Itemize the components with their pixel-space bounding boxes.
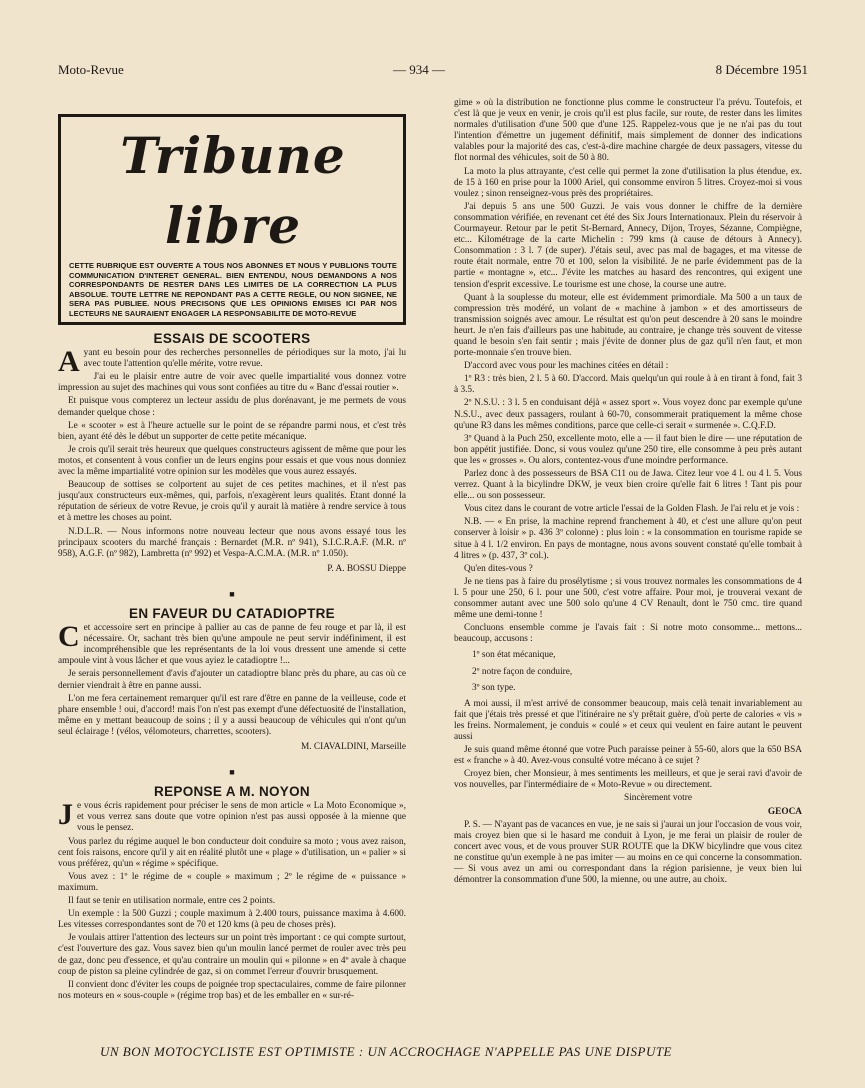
letter-paragraph: N.B. — « En prise, la machine reprend franchement à 40, et c'est une allure qu'on peut conserver à loisir » p. 436 3º colonne) : plus loin : « la consommation en tourisme rapide se situe à 4 l. 1/2 environ. En pays de montagne, nous avons souvent constaté qu'elle tombait à 4 litres » (p. 437, 3º col.). [454,517,802,561]
noyon-paragraph: Il convient donc d'éviter les coups de poignée trop spectaculaires, comme de faire pilonner nos moteurs en « sous-couple » (régime trop bas) et de les emballer en « sur-ré- [58,979,406,1001]
catadioptre-paragraph: L'on me fera certainement remarquer qu'il est rare d'être en panne de la veilleuse, code et phare ensemble ! oui, d'accord! mais l'on n'est pas exempt d'une défectuosité de l'installation, même en y mettant beaucoup de soins ; il y a aussi beaucoup de véhicules qui n'ont qu'un seul éclairage ! (vélos, vélomoteurs, charrettes, scooters). [58,693,406,737]
letter-paragraph: Concluons ensemble comme je l'avais fait : Si notre moto consomme... mettons... beaucoup, accusons : [454,623,802,645]
issue-date: 8 Décembre 1951 [715,62,808,77]
tribune-notice: CETTE RUBRIQUE EST OUVERTE A TOUS NOS ABONNES ET NOUS Y PUBLIONS TOUTE COMMUNICATION D'INTERET GENERAL. BIEN ENTENDU, NOUS DEMANDONS A NOS CORRESPONDANTS DE RESTER DANS LES LIMITES DE LA CORRECTION LA PLUS ABSOLUE. TOUTE LETTRE NE REPONDANT PAS A CETTE REGLE, OU NON SIGNEE, NE SERA PAS PUBLIEE. NOUS PRECISONS QUE LES OPINIONS EMISES ICI PAR NOS LECTEURS NE SAURAIENT ENGAGER LA RESPONSABILITE DE MOTO-REVUE [69,261,397,318]
page-footer-motto: UN BON MOTOCYCLISTE EST OPTIMISTE : UN ACCROCHAGE N'APPELLE PAS UNE DISPUTE [100,1044,672,1059]
essais-paragraph: Ayant eu besoin pour des recherches personnelles de périodiques sur la moto, j'ai lu avec toute l'attention qu'elle mérite, votre revue. [58,345,406,379]
essais-signature: P. A. BOSSU Dieppe [327,563,406,574]
noyon-paragraph: Il faut se tenir en utilisation normale, entre ces 2 points. [68,896,276,907]
essais-paragraph: Le « scooter » est à l'heure actuelle sur le point de se répandre parmi nous, et c'est très bien, ayant été dès le début un supporter de cette petite mécanique. [58,420,406,442]
letter-postscript: P. S. — N'ayant pas de vacances en vue, je ne sais si j'aurai un jour l'occasion de vous voir, mais croyez bien que si le hasard me conduit à Lyon, je me ferai un plaisir de rouler de concert avec vous, et de vous prouver SUR ROUTE que la DKW bicylindre que vous citez ne constitue qu'un exemple à ne pas imiter — au moins en ce qui concerne la consommation. — Si vous avez un ami ou correspondant dans la région parisienne, je veux bien lui démontrer la consommation d'une 500, la mienne, ou une autre, au choix. [454,819,802,886]
essais-paragraph: Je crois qu'il serait très heureux que quelques constructeurs agissent de même que pour les motos, et consentent à vous confier un de leurs engins pour essais et que vous nous donniez avec la même impartialité votre opinion sur les modèles que vous aurez essayés. [58,444,406,478]
noyon-paragraph: Je vous écris rapidement pour préciser le sens de mon article « La Moto Economique », et vous verrez sans doute que votre opinion n'est pas aussi opposée à la mienne que vous le pensez. [58,798,406,834]
tribune-title: Tribune libre [120,126,346,255]
letter-paragraph: Parlez donc à des possesseurs de BSA C11 ou de Jawa. Citez leur voe 4 l. ou 4 l. 5. Vous verrez. Quant à la bicylindre DKW, je veux bien croire qu'elle fait 6 litres ! Tant pis pour elle... ou son possesseur. [454,469,802,502]
letter-paragraph: 2º N.S.U. : 3 l. 5 en conduisant déjà « assez sport ». Vous voyez donc par exemple qu'une N.S.U., avec deux passagers, roulant à 60-70, consommerait pratiquement la même chose qu'une R3 dans les mêmes conditions, parce que celle-ci serait « surmenée ». C.Q.F.D. [454,398,802,431]
cause-list-item: 3º son type. [472,682,516,693]
section-separator: ■ [229,588,235,599]
essais-paragraph: J'ai eu le plaisir entre autre de voir avec quelle impartialité vous donnez votre impression au sujet des machines qui vous sont confiées au titre du « Banc d'essai routier ». [58,372,406,394]
letter-paragraph: J'ai depuis 5 ans une 500 Guzzi. Je vais vous donner le chiffre de la dernière consommation vérifiée, en revenant cet été des Six Jours Internationaux. Plein du réservoir à Courmayeur. Retour par le petit St-Bernard, Annecy, Dijon, Troyes, Sézanne, Compiègne, etc... Kilométrage de la carte Michelin : 799 kms (à cause de détours à Annecy). Consommation : 3 l. 7 (de super). J'étais seul, avec pas mal de bagages, et ma vitesse de route était normale, entre 70 et 100, selon la visibilité. Je ne parle évidemment pas de la partie « montagne », etc... J'évite les matches au hasard des rencontres, qui exigent une tension d'esprit excessive. Le tourisme est une chose, la course une autre. [454,201,802,290]
page-number: — 934 — [393,62,445,77]
noyon-paragraph: Vous avez : 1º le régime de « couple » maximum ; 2º le régime de « puissance » maximum. [58,871,406,893]
letter-paragraph: Qu'en dites-vous ? [464,563,533,574]
letter-paragraph: Croyez bien, cher Monsieur, à mes sentiments les meilleurs, et que je serai ravi d'avoir de vos nouvelles, par l'intermédiaire de « Moto-Revue » ou directement. [454,769,802,791]
letter-paragraph: 1º R3 : très bien, 2 l. 5 à 60. D'accord. Mais quelqu'un qui roule à à en tirant à fond, fait 3 à 3.5. [454,374,802,396]
section-separator: ■ [229,767,235,778]
cause-list-item: 2º notre façon de conduire, [472,666,573,677]
letter-paragraph: A moi aussi, il m'est arrivé de consommer beaucoup, mais celà tenait invariablement au fait que j'étais très pressé et que l'itinéraire ne s'y prêtait guère, d'où perte de calories « vis » les freins. Normalement, je conduis « coulé » et ceux qui veulent en faire autant le peuvent aussi [454,698,802,742]
essais-paragraph: Beaucoup de sottises se colportent au sujet de ces petites machines, et il n'est pas jusqu'aux constructeurs eux-mêmes, qui, parfois, n'exagèrent leurs qualités. Etant donné la réputation de sérieux de votre Revue, je crois qu'il y aurait là matière à rendre service à tous et à mettre les choses au point. [58,480,406,524]
essais-title: ESSAIS DE SCOOTERS [153,331,311,346]
letter-paragraph: Je ne tiens pas à faire du prosélytisme ; si vous trouvez normales les consommations de 4 l. 5 pour une 250, 6 l. pour une 500, c'est votre affaire. Pour moi, je trouverai vexant de consommer autant avec une 500 solo qu'une 4 CV Renault, dont le 750 cmc. tire quand même une demi-tonne ! [454,576,802,621]
letter-paragraph: Vous citez dans le courant de votre article l'essai de la Golden Flash. Je l'ai relu et je vois : [464,504,800,515]
noyon-paragraph: Vous parlez du régime auquel le bon conducteur doit conduire sa moto ; vous avez raison, cent fois raisons, encore qu'il y ait en réalité plutôt une « plage » d'utilisation, un « palier » si vous préférez, qu'un « régime » spécifique. [58,836,406,869]
noyon-title: REPONSE A M. NOYON [154,784,310,800]
letter-paragraph: La moto la plus attrayante, c'est celle qui permet la zone d'utilisation la plus étendue, ex. de 15 à 160 en prise pour la 1000 Ariel, qui consomme environ 5 litres. Croyez-moi si vous voulez ; sinon renseignez-vous près des propriétaires. [454,166,802,199]
catadioptre-title: EN FAVEUR DU CATADIOPTRE [129,605,335,621]
cause-list-item: 1º son état mécanique, [472,650,556,661]
letter-paragraph: Je suis quand même étonné que votre Puch paraisse peiner à 55-60, alors que la 650 BSA est « franche » à 40. Avez-vous consulté votre mécano à ce sujet ? [454,745,802,767]
tribune-box [58,114,406,325]
catadioptre-signature: M. CIAVALDINI, Marseille [300,742,406,752]
right-column [454,98,802,888]
essais-paragraph: N.D.L.R. — Nous informons notre nouveau lecteur que nous avons essayé tous les principaux scooters du marché français : Bernardet (M.R. nº 941), S.I.C.R.A.F. (M.R. nº 958), A.G.F. (nº 982), Lambretta (nº 992) et Vespa-A.C.M.A. (M.R. nº 1.050). [58,526,406,559]
cause-list [472,650,802,693]
catadioptre-paragraph: Je serais personnellement d'avis d'ajouter un catadioptre blanc près du phare, au cas où ce dernier viendrait à être en panne aussi. [58,669,406,691]
letter-signature: GEOCA [767,806,802,817]
letter-paragraph: Quant à la souplesse du moteur, elle est évidemment primordiale. Ma 500 a un taux de compression très modéré, un volant de « machine à jambon » et des amortisseurs de transmission soignés avec amour. Le résultat est qu'on peut descendre à 20 sans le moindre heurt. Je n'en fais d'ailleurs pas une habitude, au contraire, je change très souvent de vitesse quand le besoin s'en fait sentir ; mais j'évite de donner plus de gaz qu'il n'en faut, et mon porte-monnaie s'en trouve bien. [454,292,802,359]
letter-closing: Sincèrement votre [624,793,692,804]
noyon-paragraph: Je voulais attirer l'attention des lecteurs sur un point très important : ce qui compte surtout, c'est l'ouverture des gaz. Vous savez bien qu'un moulin lancé permet de rouler avec très peu de gaz, donc peu d'essence, et qu'au contraire un moulin qui « pilonne » en 4º avale à chaque coup de piston sa pleine cylindrée de gaz, si on commet l'erreur d'ouvrir brusquement. [58,933,406,977]
catadioptre-paragraph: Cet accessoire sert en principe à pallier au cas de panne de feu rouge et par là, il est nécessaire. Or, sachant très bien qu'une ampoule ne peut servir indéfiniment, il est incompréhensible que les représentants de la loi vous dressent une amende si cette ampoule vint à vous lâcher et que vous ayiez le catadioptre !... [58,620,406,667]
noyon-paragraph: Un exemple : la 500 Guzzi ; couple maximum à 2.400 tours, puissance maxima à 4.600. Les vitesses correspondantes sont de 70 et 120 kms (à peu de choses près). [58,909,406,931]
letter-paragraph: gime » où la distribution ne fonctionne plus comme le constructeur l'a prévu. Toutefois, et c'est là que je veux en venir, je crois qu'il est plus facile, sur route, de rester dans les limites normales d'utilisation d'une 500 que d'une 125. Rappelez-vous que je ne n'ai pas du tout l'intention d'émettre un jugement définitif, mais simplement de donner des indications valables pour la majorité des cas, c'est-à-dire machine chargée de deux passagers, vitesse du flot normal des véhicules, soit de 50 à 80. [454,98,802,164]
left-column [58,96,406,1004]
page-header [58,62,808,82]
essais-paragraph: Et puisque vous compterez un lecteur assidu de plus dorénavant, je me permets de vous demander quelque chose : [58,396,406,418]
letter-paragraph: D'accord avec vous pour les machines citées en détail : [464,361,669,372]
letter-paragraph: 3º Quand à la Puch 250, excellente moto, elle a — il faut bien le dire — une réputation de bon appétit justifiée. Donc, si vous voulez qu'une 250 tire, elle consomme à peu près autant que les « grosses ». Ou alors, contentez-vous d'une moindre performance. [454,433,802,466]
magazine-name: Moto-Revue [58,62,124,77]
